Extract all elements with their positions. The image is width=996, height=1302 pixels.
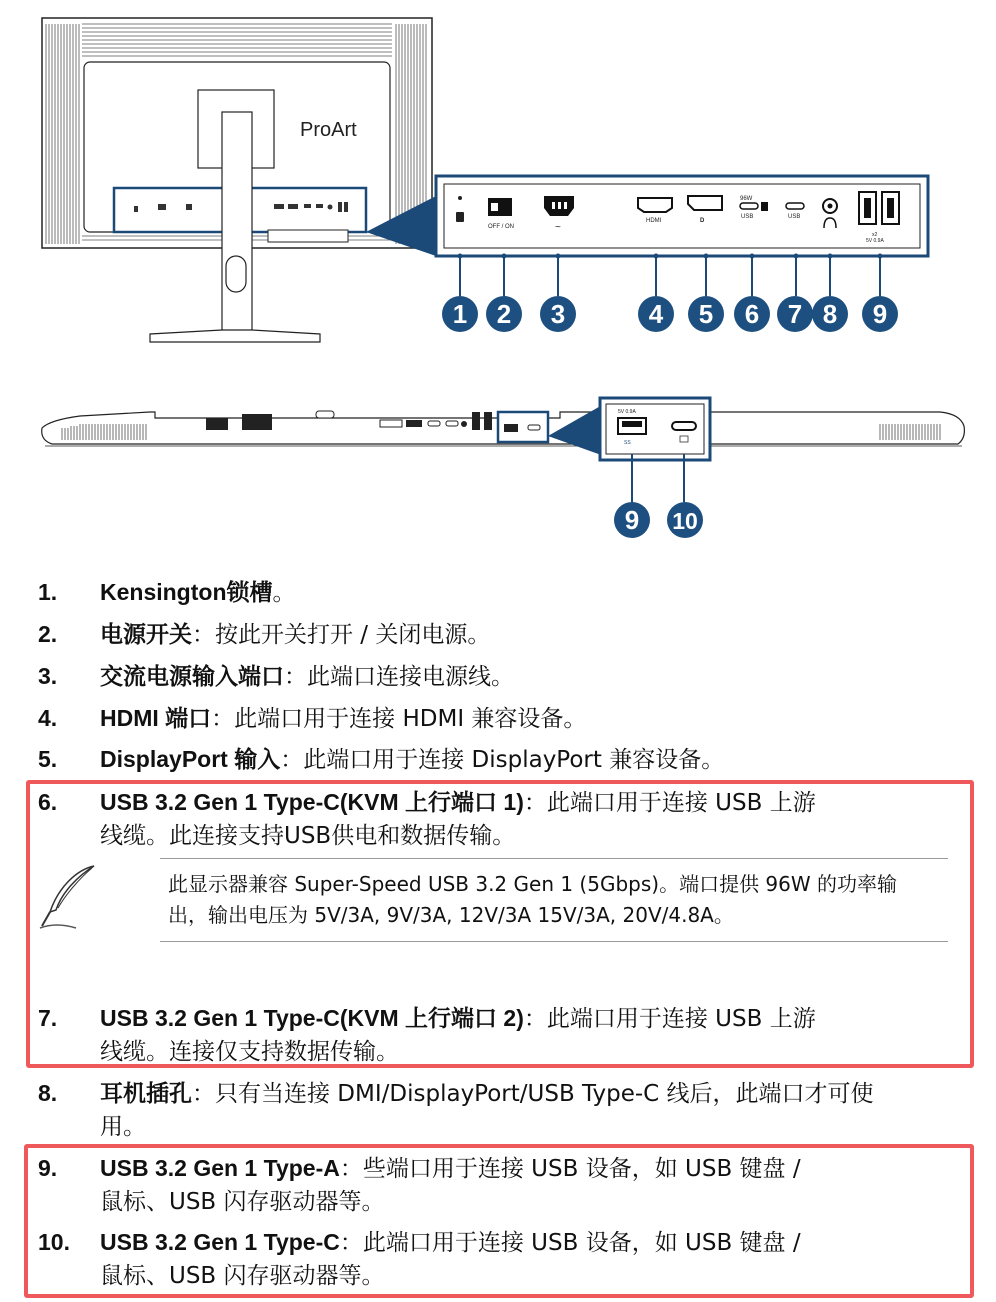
rear-ports-diagram — [0, 0, 996, 560]
displayport-icon — [688, 196, 722, 210]
svg-text:~: ~ — [555, 222, 561, 233]
callout-10: 10 — [672, 508, 698, 534]
svg-text:x2: x2 — [872, 232, 878, 238]
svg-text:USB: USB — [741, 214, 754, 220]
callout-3: 3 — [550, 299, 566, 329]
usb-c-port-icon — [672, 422, 696, 430]
kensington-lock-icon — [456, 212, 464, 222]
callout-5: 5 — [698, 299, 714, 329]
callout-8: 8 — [822, 299, 838, 329]
note-feather-icon — [36, 862, 100, 932]
callout-2: 2 — [496, 299, 512, 329]
callouts-bottom — [614, 502, 703, 538]
monitor-back — [42, 18, 432, 342]
svg-text:5V 0.9A: 5V 0.9A — [618, 409, 636, 415]
callout-6: 6 — [744, 299, 760, 329]
port-panel-enlarged — [436, 176, 928, 256]
svg-text:D: D — [700, 218, 705, 224]
callout-9: 9 — [872, 299, 888, 329]
svg-text:SS: SS — [624, 440, 631, 446]
callouts-top — [442, 296, 898, 332]
svg-text:OFF / ON: OFF / ON — [488, 224, 514, 230]
callout-9-bottom: 9 — [624, 505, 640, 535]
note-box: 此显示器兼容 Super-Speed USB 3.2 Gen 1 (5Gbps)。端口提供 96W 的功率输 出，输出电压为 5V/3A, 9V/3A, 12V/3A 15V/3A, 20V/4.8A。 — [160, 858, 948, 942]
hdmi-port-icon — [638, 198, 672, 212]
bottom-port-panel — [600, 398, 710, 460]
svg-text:96W: 96W — [740, 196, 753, 202]
usb-c-port-1-icon — [740, 203, 758, 209]
callout-4: 4 — [648, 299, 664, 329]
callout-1: 1 — [452, 299, 468, 329]
callout-7: 7 — [787, 299, 803, 329]
svg-text:5V 0.9A: 5V 0.9A — [866, 238, 884, 244]
svg-text:USB: USB — [788, 214, 801, 220]
svg-text:HDMI: HDMI — [646, 218, 662, 224]
brand-logo: ProArt — [300, 119, 357, 141]
usb-c-port-2-icon — [786, 203, 804, 209]
monitor-bottom-view — [42, 411, 965, 446]
